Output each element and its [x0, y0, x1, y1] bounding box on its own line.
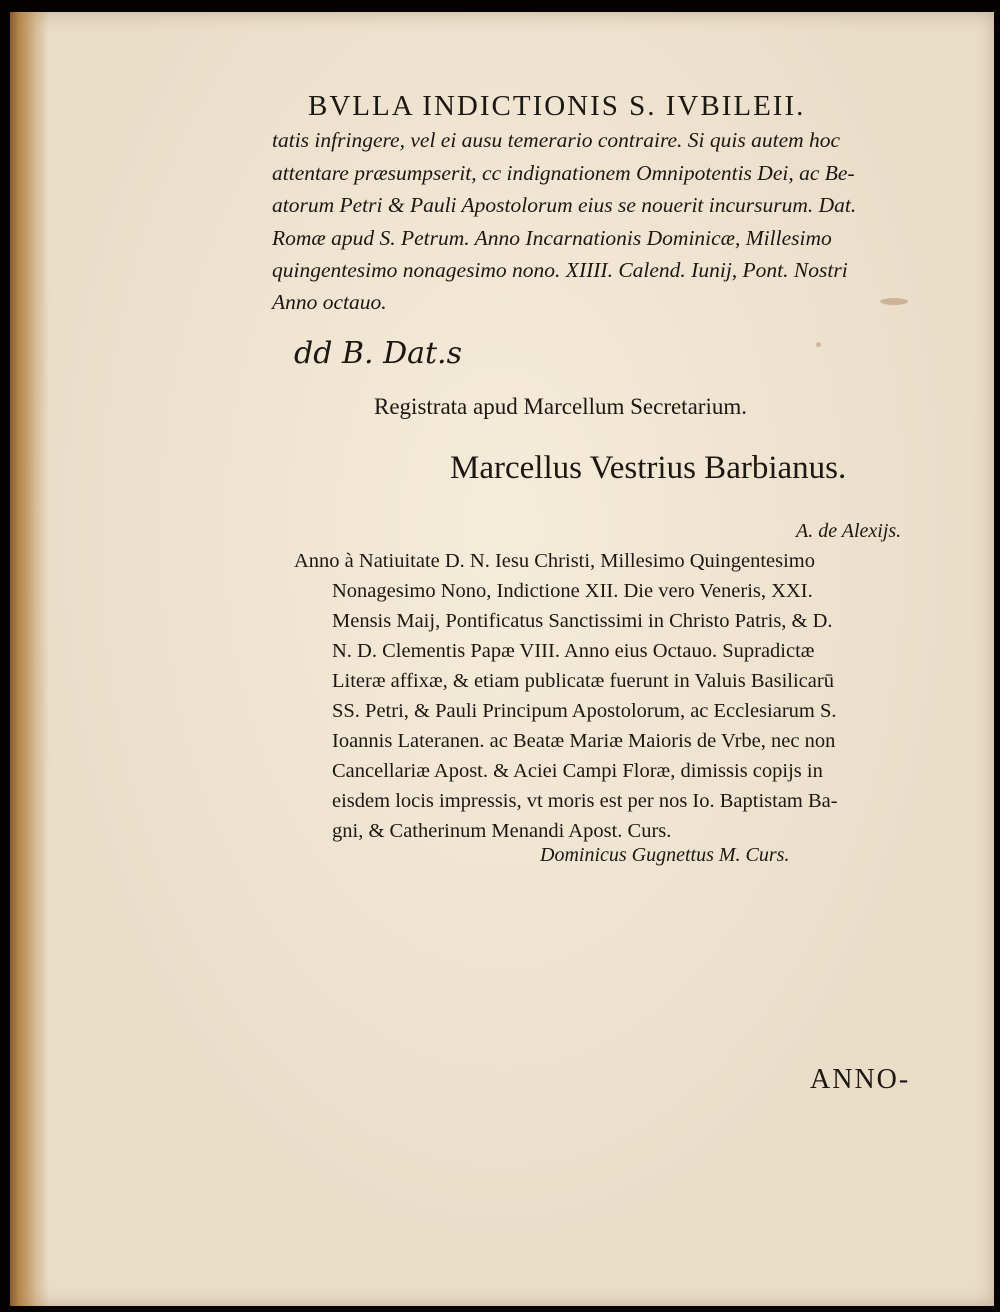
publication-line: Ioannis Lateranen. ac Beatæ Mariæ Maioris de Vrbe, nec non: [332, 730, 836, 752]
cursor-signature: Dominicus Gugnettus M. Curs.: [540, 844, 790, 866]
publication-line: SS. Petri, & Pauli Principum Apostolorum, ac Ecclesiarum S.: [332, 700, 837, 722]
ink-blot: [816, 342, 821, 347]
secretary-signature: Marcellus Vestrius Barbianus.: [450, 450, 847, 486]
document-page: [10, 12, 994, 1306]
publication-line: N. D. Clementis Papæ VIII. Anno eius Octauo. Supradictæ: [332, 640, 815, 662]
registration-line: Registrata apud Marcellum Secretarium.: [374, 394, 747, 419]
ink-blot: [880, 298, 908, 305]
publication-line: Nonagesimo Nono, Indictione XII. Die vero Veneris, XXI.: [332, 580, 813, 602]
publication-line: Cancellariæ Apost. & Aciei Campi Floræ, dimissis copijs in: [332, 760, 823, 782]
catchword: ANNO-: [810, 1064, 911, 1095]
bull-text-line: quingentesimo nonagesimo nono. XIIII. Calend. Iunij, Pont. Nostri: [272, 258, 848, 282]
bull-text-line: tatis infringere, vel ei ausu temerario contraire. Si quis autem hoc: [272, 128, 841, 152]
bull-text-line: Romæ apud S. Petrum. Anno Incarnationis Dominicæ, Millesimo: [272, 226, 832, 250]
bull-text-line: atorum Petri & Pauli Apostolorum eius se nouerit incursurum. Dat.: [272, 193, 857, 217]
publication-line: Mensis Maij, Pontificatus Sanctissimi in Christo Patris, & D.: [332, 610, 833, 632]
bull-text-line: Anno octauo.: [272, 290, 387, 314]
bull-text-line: attentare præsumpserit, cc indignationem Omnipotentis Dei, ac Be-: [272, 161, 855, 185]
alexiis-signature: A. de Alexijs.: [796, 520, 902, 542]
publication-line: Literæ affixæ, & etiam publicatæ fuerunt in Valuis Basilicarū: [332, 670, 834, 692]
page-edge-stain: [10, 12, 48, 1306]
running-head: BVLLA INDICTIONIS S. IVBILEII.: [308, 90, 806, 122]
publication-line: Anno à Natiuitate D. N. Iesu Christi, Millesimo Quingentesimo: [294, 550, 815, 572]
dat-line: dd B. Dat.s: [294, 336, 462, 371]
publication-line: gni, & Catherinum Menandi Apost. Curs.: [332, 820, 672, 842]
publication-line: eisdem locis impressis, vt moris est per nos Io. Baptistam Ba-: [332, 790, 838, 812]
